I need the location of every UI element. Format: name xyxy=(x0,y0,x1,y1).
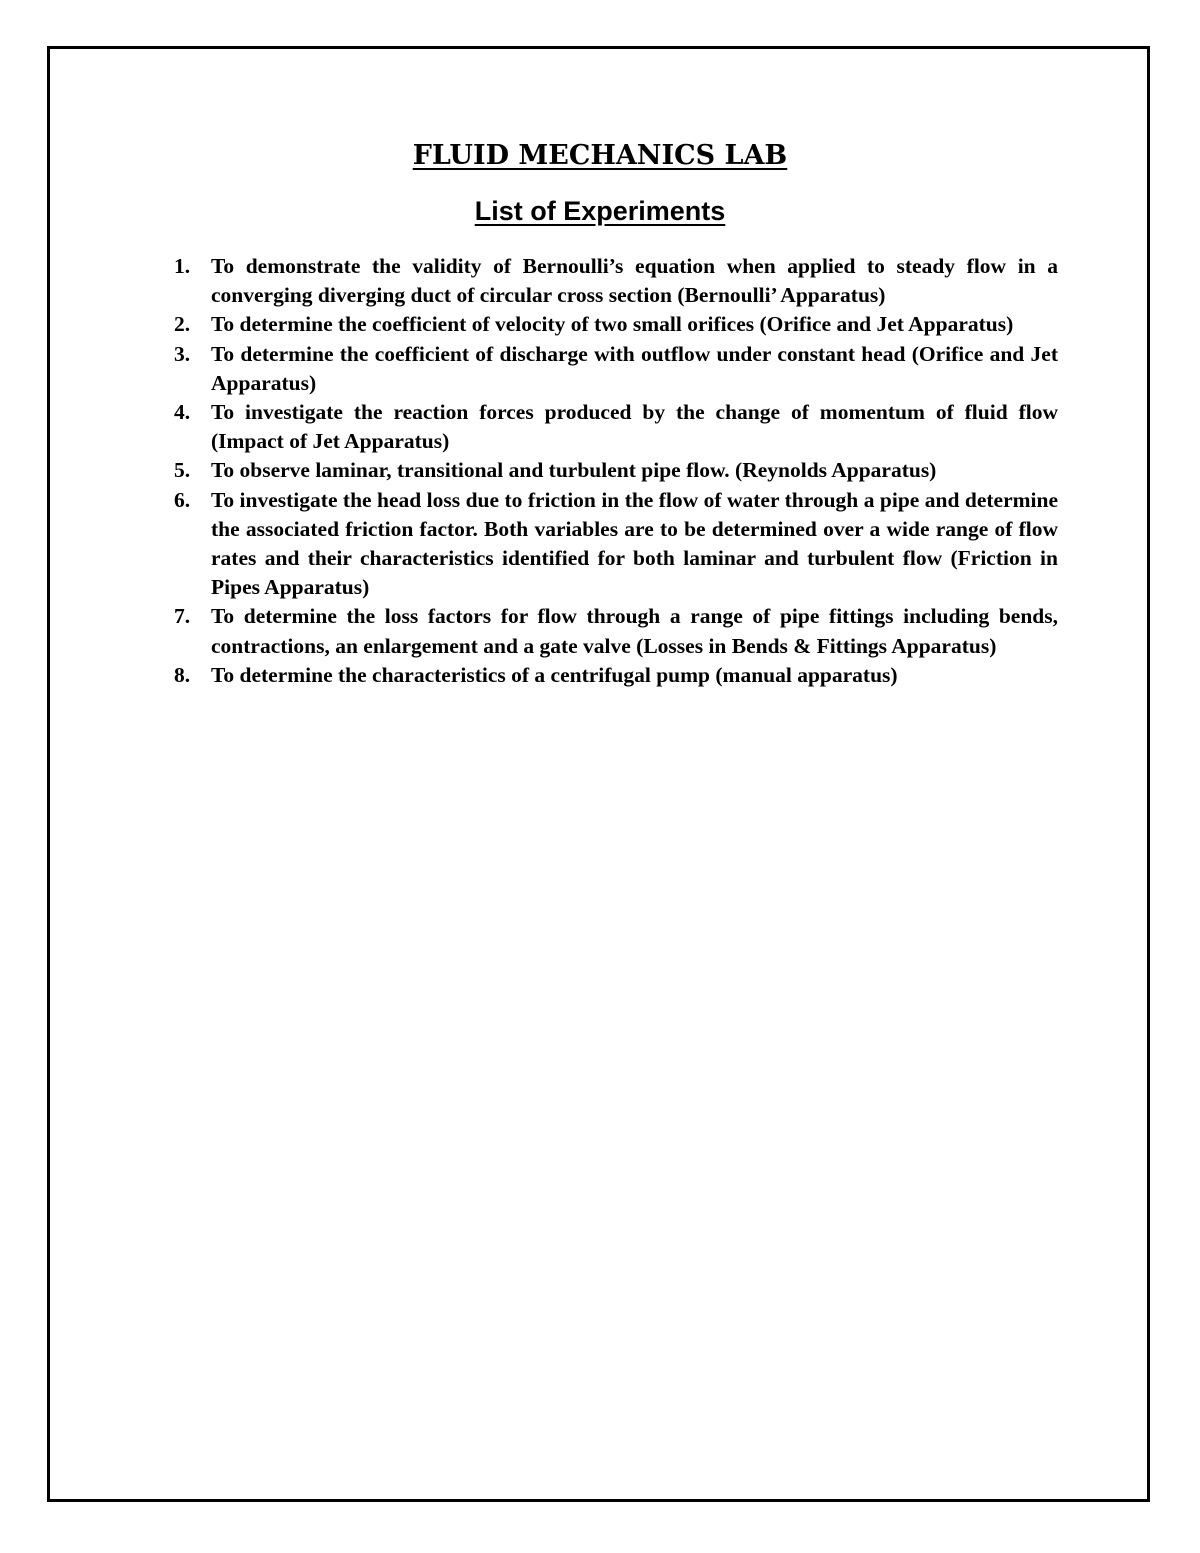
item-text: To determine the coefficient of velocity of two small orifices (Orifice and Jet Apparatus) xyxy=(211,312,1014,337)
item-text: To demonstrate the validity of Bernoulli’s equation when applied to steady flow in a converging diverging duct of circular cross section (Bernoulli’ Apparatus) xyxy=(211,254,1058,308)
item-text: To observe laminar, transitional and turbulent pipe flow. (Reynolds Apparatus) xyxy=(211,458,937,483)
item-number: 4. xyxy=(174,400,191,425)
list-item xyxy=(174,252,1058,310)
page-title: FLUID MECHANICS LAB xyxy=(412,140,788,171)
item-number: 2. xyxy=(174,312,191,337)
experiment-list xyxy=(174,252,1058,690)
item-number: 5. xyxy=(174,458,191,483)
item-number: 8. xyxy=(174,662,191,687)
item-text: To determine the coefficient of discharge with outflow under constant head (Orifice and Jet Apparatus) xyxy=(211,341,1058,395)
list-item xyxy=(174,310,1058,339)
item-number: 1. xyxy=(174,254,191,278)
item-number: 3. xyxy=(174,341,191,366)
item-text: To determine the loss factors for flow through a range of pipe fittings including bends, contractions, an enlargement and a gate valve (Losses in Bends & Fittings Apparatus) xyxy=(211,604,1058,658)
item-text: To investigate the reaction forces produced by the change of momentum of fluid flow (Impact of Jet Apparatus) xyxy=(211,400,1058,454)
list-item xyxy=(174,486,1058,603)
list-item xyxy=(174,602,1058,660)
list-item xyxy=(174,661,1058,690)
item-text: To determine the characteristics of a centrifugal pump (manual apparatus) xyxy=(211,662,898,687)
list-item xyxy=(174,398,1058,456)
item-number: 6. xyxy=(174,487,191,512)
list-item xyxy=(174,340,1058,398)
list-item xyxy=(174,456,1058,485)
item-number: 7. xyxy=(174,604,191,629)
page-subtitle: List of Experiments xyxy=(474,196,726,226)
item-text: To investigate the head loss due to friction in the flow of water through a pipe and determine the associated friction factor. Both variables are to be determined over a wide range of flow rates and their characteristics identified for both laminar and turbulent flow (Friction in Pipes Apparatus) xyxy=(211,487,1058,600)
